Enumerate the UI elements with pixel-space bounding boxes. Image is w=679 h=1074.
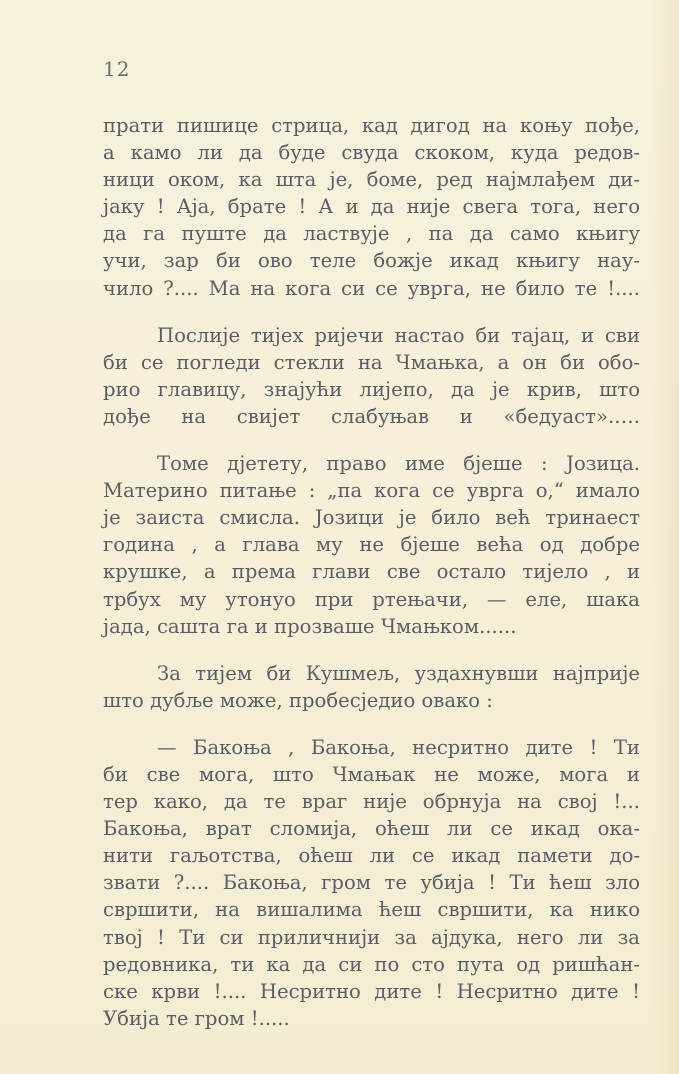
paragraph-1 xyxy=(103,112,640,302)
text-line: би се погледи стекли на Чмањка, а он би обо- xyxy=(103,350,640,374)
text-line: звати ?.... Бакоња, гром те убија ! Ти ћеш зло xyxy=(103,871,640,895)
text-line: учи, зар би ово теле божје икад књигу нау- xyxy=(103,249,640,273)
paragraph-2 xyxy=(103,322,640,430)
paragraph-3 xyxy=(103,450,640,640)
text-line: а камо ли да буде свуда скоком, куда редов- xyxy=(103,141,640,165)
paragraph-5 xyxy=(103,734,640,1032)
text-line: редовника, ти ка да си по сто пута од ришћан- xyxy=(103,952,640,976)
text-line: свршити, на вишалима ћеш свршити, ка нико xyxy=(103,898,640,922)
text-line: Бакоња, врат сломија, оћеш ли се икад ока- xyxy=(103,817,640,841)
text-line: да га пуште да ластвује , па да само књигу xyxy=(103,222,640,246)
text-line: нити гаљотства, оћеш ли се икад памети до- xyxy=(103,844,640,868)
text-line: јада, сашта га и прозваше Чмањком...... xyxy=(103,614,517,638)
text-line: крушке, а према глави све остало тијело , и xyxy=(103,560,640,584)
text-line: За тијем би Кушмељ, уздахнувши најприје xyxy=(157,661,640,685)
text-line: ници оком, ка шта је, боме, ред најмлађем ди- xyxy=(103,168,640,192)
text-line: прати пишице стрица, кад дигод на коњу пође, xyxy=(103,114,640,137)
text-line: ске крви !.... Несритно дите ! Несритно дите ! xyxy=(103,979,640,1003)
text-line: што дубље може, пробесједио овако : xyxy=(103,688,493,712)
text-line: Послије тијех ријечи настао би тајац, и сви xyxy=(157,323,640,347)
text-line: дође на свијет слабуњав и «бедуаст».…. xyxy=(103,404,640,428)
text-line: тер како, да те враг није обрнуја на свој !... xyxy=(103,790,640,814)
text-line: рио главицу, знајући лијепо, да је крив, што xyxy=(103,377,640,401)
text-line: би све мога, што Чмањак не може, мога и xyxy=(103,762,640,786)
text-line: Убија те гром !..... xyxy=(103,1006,290,1030)
text-line: чило ?.... Ма на кога си се уврга, не било те !.... xyxy=(103,276,640,300)
text-line: Томе дјетету, право име бјеше : Јозица. xyxy=(157,452,640,476)
text-line: — Бакоња , Бакоња, несритно дите ! Ти xyxy=(157,735,640,759)
text-line: година , а глава му не бјеше већа од добре xyxy=(103,533,640,557)
text-line: трбух му утонуо при ртењачи, — еле, шака xyxy=(103,587,640,611)
text-line: је заиста смисла. Јозици је било већ тринаест xyxy=(103,506,640,530)
paragraph-4 xyxy=(103,660,640,714)
body-text xyxy=(103,112,640,1032)
text-line: твој ! Ти си приличнији за ајдука, него ли за xyxy=(103,925,640,949)
text-line: јаку ! Аја, брате ! А и да није свега тога, него xyxy=(103,195,640,219)
text-line: Материно питање : „па кога се уврга о,“ имало xyxy=(103,479,640,503)
page-number: 12 xyxy=(103,57,131,81)
